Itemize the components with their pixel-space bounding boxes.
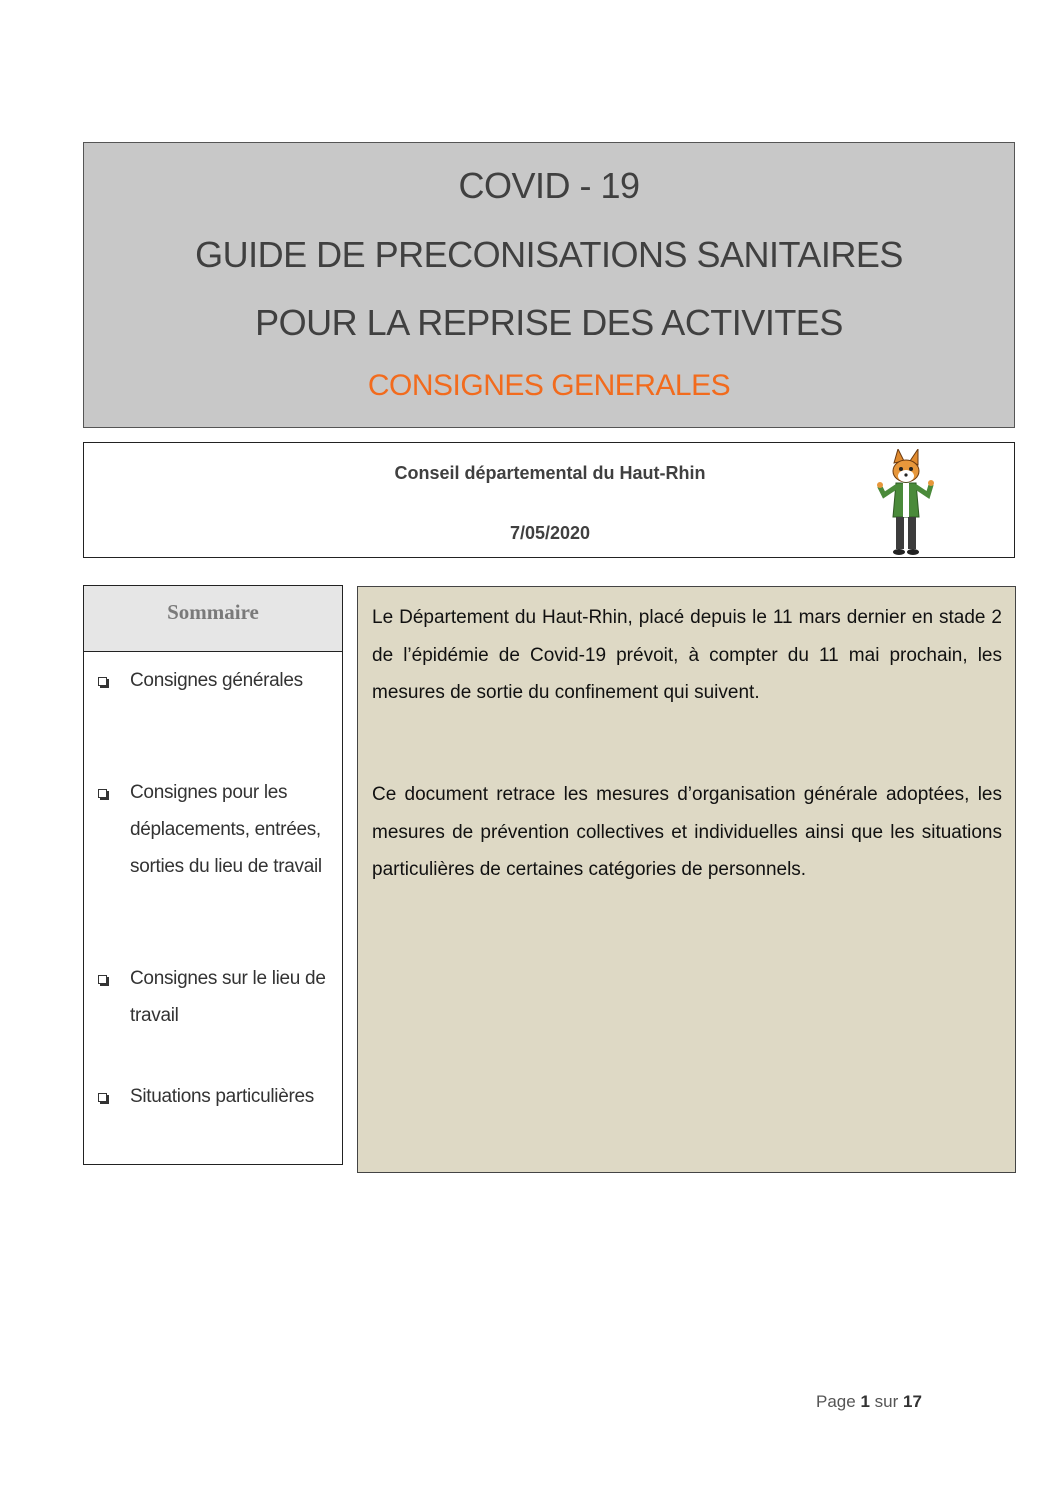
subtitle-consignes: CONSIGNES GENERALES [367, 369, 731, 402]
introduction-panel [357, 586, 1016, 1173]
intro-paragraph-2: Ce document retrace les mesures d’organisation générale adoptées, les mesures de prévention collectives et individuelles ainsi que les situations particulières de certaines catégories de personnels. [372, 784, 1002, 880]
page-current: 1 [860, 1392, 870, 1411]
page-sep: sur [874, 1392, 899, 1411]
document-date: 7/05/2020 [509, 523, 591, 543]
title-reprise: POUR LA REPRISE DES ACTIVITES [255, 302, 843, 343]
sommaire-item-label: Consignes pour les déplacements, entrées, sorties du lieu de travail [130, 782, 322, 877]
title-banner [83, 142, 1015, 428]
sommaire-item-label: Consignes générales [130, 670, 303, 691]
checkbox-icon [98, 677, 107, 686]
checkbox-icon [98, 975, 107, 984]
sommaire-item-label: Consignes sur le lieu de travail [130, 968, 326, 1026]
intro-paragraph-1: Le Département du Haut-Rhin, placé depuis le 11 mars dernier en stade 2 de l’épidémie de Covid-19 prévoit, à compter du 11 mai prochain, les mesures de sortie du confinement qui suivent. [372, 607, 1002, 703]
sommaire-title: Sommaire [84, 586, 342, 652]
page-prefix: Page [816, 1392, 856, 1411]
organization-name: Conseil départemental du Haut-Rhin [394, 463, 706, 483]
title-guide: GUIDE DE PRECONISATIONS SANITAIRES [195, 234, 903, 275]
info-box [83, 442, 1015, 558]
title-covid: COVID - 19 [458, 165, 640, 206]
checkbox-icon [98, 1093, 107, 1102]
sommaire-item-label: Situations particulières [130, 1086, 314, 1107]
checkbox-icon [98, 789, 107, 798]
page-number [816, 1392, 922, 1412]
page-total: 17 [903, 1392, 922, 1411]
sommaire-panel [83, 585, 343, 1165]
fox-mascot-icon [874, 449, 936, 557]
